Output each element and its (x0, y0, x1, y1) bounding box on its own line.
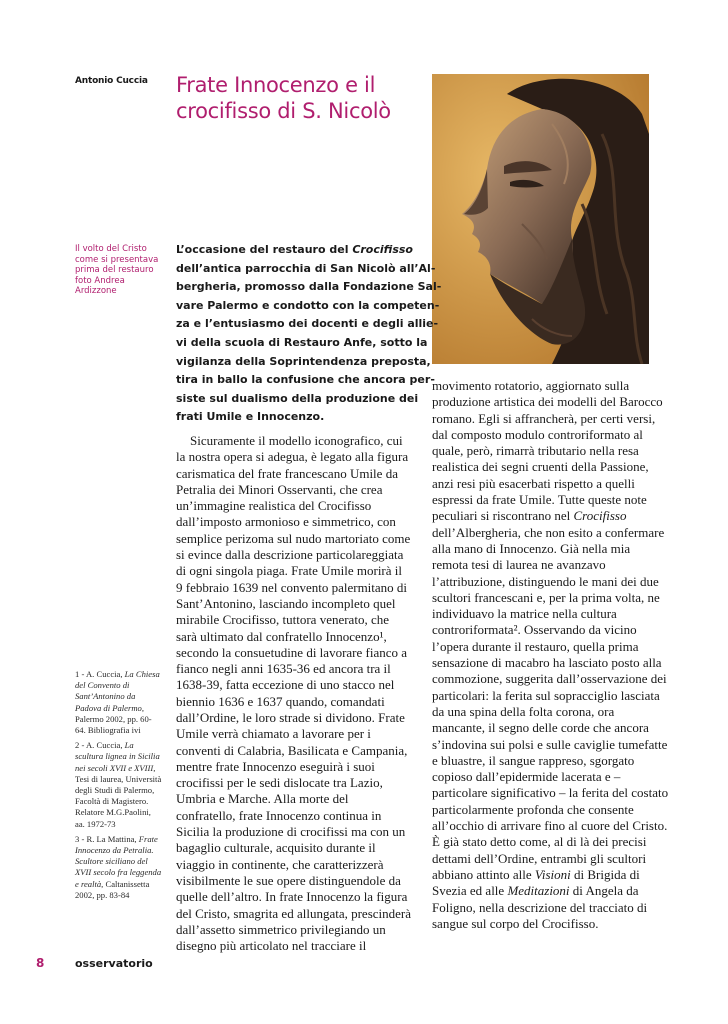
text-line: realistica dei segni cruenti della Passione, (432, 459, 649, 475)
footnote-line: Tesi di laurea, Università (75, 773, 162, 784)
text-line: dall’assetto simmetrico privilegiando un (176, 921, 386, 937)
text-line: Sant’Antonino, lasciando incompleto quel (176, 595, 396, 611)
crucifix-face-photo (432, 74, 649, 364)
text-line: secondo la consuetudine di lavorare fianco a (176, 644, 408, 660)
text-line: Sicilia la produzione di crocifissi ma con un (176, 824, 406, 840)
footnote-line: Scultore siciliano del (75, 856, 148, 867)
text-line: Svezia ed alle Meditazioni di Angela da (432, 883, 639, 899)
caption-line: prima del restauro (75, 265, 154, 275)
lead-line: L’occasione del restauro del Crocifisso (176, 243, 413, 256)
footnote-line: scultura lignea in Sicilia (75, 751, 160, 762)
text-line: semplice perizoma sul nudo martoriato come (176, 530, 411, 546)
footnote-line: 1 - A. Cuccia, La Chiesa (75, 669, 160, 679)
photo-caption (75, 244, 167, 297)
footnote-line: Relatore M.G.Paolini, (75, 807, 151, 818)
text-line: scultori francescani e, per la prima volta, ne (432, 589, 660, 605)
footnote-line: del Convento di (75, 680, 130, 691)
footnote-line: Sant’Antonino da (75, 691, 136, 702)
caption-line: Ardizzone (75, 286, 117, 296)
footnote-line: Facoltà di Magistero. (75, 796, 149, 807)
text-line: mentre frate Innocenzo eseguirà i suoi (176, 758, 375, 774)
footnote-line: 64. Bibliografia ivi (75, 725, 141, 736)
text-line: del Cristo, smagrita ed allungata, prescinderà (176, 905, 412, 921)
footnote-line: Padova di Palermo, (75, 702, 144, 713)
page-number: 8 (36, 956, 45, 970)
text-line: 1638-39, fatta eccezione di uno stacco nel (176, 677, 395, 693)
text-line: s’indovina sui polsi e sulle caviglie tumefatte (432, 736, 668, 752)
text-line: visibilmente le sue opere distinguendole da (176, 872, 401, 888)
footnote-line: aa. 1972-73 (75, 818, 116, 829)
text-line: di ogni singola piaga. Frate Umile morirà il (176, 563, 403, 579)
lead-paragraph (176, 241, 442, 427)
text-line: crocifissi per le sedi dislocate tra Lazio, (176, 775, 383, 791)
text-line: remota tesi di laurea ne avanzavo (432, 557, 606, 573)
text-line: sarà ultimato dal confratello Innocenzo¹, (176, 628, 387, 644)
article-title (176, 72, 421, 124)
lead-line: vigilanza della Soprintendenza preposta, (176, 354, 431, 368)
text-line: movimento rotatorio, aggiornato sulla (432, 378, 630, 393)
text-line: particolare significativo – la ferita del costato (432, 785, 669, 801)
text-line: la nostra opera si adegua, è legato alla figura (176, 449, 409, 465)
footnote-line: 2002, pp. 83-84 (75, 889, 130, 900)
lead-line: frati Umile e Innocenzo. (176, 410, 325, 424)
sculpted-face-icon (432, 74, 649, 364)
text-line: abbiano attinto alle Visioni di Brigida di (432, 866, 640, 882)
text-line: È già stato detto come, al di là dei precisi (432, 834, 647, 850)
lead-line: tira in ballo la confusione che ancora per- (176, 373, 435, 387)
text-line: un’immagine realistica del Crocifisso (176, 498, 372, 514)
text-line: dal composto modulo controriformato al (432, 426, 643, 442)
text-line: biennio 1636 e 1637 quando, comandati (176, 693, 385, 709)
text-line: 9 febbraio 1639 nel convento palermitano di (176, 579, 408, 595)
footnotes (75, 669, 170, 905)
text-line: mancante, il segno delle corde che ancora (432, 720, 649, 736)
lead-line: za e l’entusiasmo dei docenti e degli allie- (176, 317, 439, 331)
text-line: confratello, frate Innocenzo continua in (176, 807, 382, 823)
journal-name: osservatorio (75, 957, 153, 970)
footnote (75, 834, 170, 901)
caption-line: come si presentava (75, 254, 159, 265)
body-column-2 (432, 378, 669, 932)
text-line: fianco negli anni 1635-36 ed ancora tra il (176, 661, 391, 677)
caption-line: Il volto del Cristo (75, 244, 147, 254)
text-line: viaggio in continente, che caratterizzerà (176, 856, 384, 872)
text-line: all’occhio di arrivare fino al cuore del Cristo. (432, 818, 668, 834)
text-line: alla mano di Innocenzo. Già nella mia (432, 540, 631, 556)
text-line: particolarmente profonda che consente (432, 801, 634, 817)
footnote-line: Palermo 2002, pp. 60- (75, 713, 152, 724)
text-line: Foligno, nella descrizione del tracciato di (432, 899, 648, 915)
text-line: produzione artistica dei modelli del Barocco (432, 394, 663, 410)
text-line: Sicuramente il modello iconografico, cui (190, 432, 403, 448)
footnote (75, 740, 170, 830)
text-line: bagaglio culturale, acquisito durante il (176, 840, 376, 856)
text-line: Petralia dei Minori Osservanti, che crea (176, 481, 383, 497)
text-line: romano. Egli si affrancherà, per certi versi, (432, 410, 656, 426)
footnote-line: degli Studi di Palermo, (75, 785, 155, 796)
text-line: dall’Ordine, le loro strade si dividono. Frate (176, 709, 405, 725)
footnote-line: Innocenzo da Petralia. (75, 845, 154, 856)
title-line: Frate Innocenzo e il (176, 73, 376, 97)
title-line: crocifisso di S. Nicolò (176, 99, 391, 123)
text-line: espressi da frate Umile. Tutte queste note (432, 492, 647, 508)
text-line: quelle dell’altro. In frate Innocenzo la figura (176, 889, 408, 905)
text-line: conventi di Calabria, Basilicata e Campania, (176, 742, 408, 758)
text-line: mirabile Crocifisso, tuttora venerato, che (176, 612, 389, 628)
author-name: Antonio Cuccia (75, 76, 148, 86)
text-line: e bluastre, il sangue rappreso, sgorgato (432, 752, 635, 768)
text-line: commozione, suggerita dall’osservazione dei (432, 671, 667, 687)
text-line: Umile verrà chiamato a lavorare per i (176, 726, 371, 742)
text-line: particolari: la ferita sul sopracciglio lasciata (432, 687, 660, 703)
lead-line: vare Palermo e condotto con la competen- (176, 298, 440, 312)
lead-line: dell’antica parrocchia di San Nicolò all’Al- (176, 261, 436, 275)
lead-line: bergheria, promosso dalla Fondazione Sal- (176, 280, 442, 294)
caption-line: foto Andrea (75, 275, 125, 286)
footnote-line: nei secoli XVII e XVIII, (75, 762, 156, 773)
text-line: Umbria e Marche. Alla morte del (176, 791, 349, 807)
text-line: l’opera durante il restauro, quella prima (432, 638, 639, 654)
text-line: sangue sul corpo del Crocifisso. (432, 915, 599, 931)
text-line: si evince dalla descrizione particolareggiata (176, 547, 404, 563)
footnote-line: 3 - R. La Mattina, Frate (75, 833, 158, 844)
body-column-1 (176, 433, 414, 955)
text-line: quale, però, rimarrà tributario nella resa (432, 443, 639, 459)
text-line: controriformata². Osservando da vicino (432, 622, 637, 638)
text-line: peculiari si riscontrano nel Crocifisso (432, 508, 627, 524)
lead-line: vi della scuola di Restauro Anfe, sotto la (176, 335, 428, 349)
text-line: dettami dell’Ordine, entrambi gli scultori (432, 850, 647, 866)
text-line: individuavo la matrice nella cultura (432, 606, 617, 622)
footnote-line: e realtà, Caltanissetta (75, 878, 150, 889)
text-line: dell’Albergheria, che non esito a confermare (432, 524, 665, 540)
text-line: anzi resi più esacerbati rispetto a quelli (432, 475, 635, 491)
text-line: copioso dall’epidermide lacerata e – (432, 769, 621, 785)
text-line: da una spina della folta corona, ora (432, 703, 615, 719)
text-line: dall’imposto armonioso e simmetrico, con (176, 514, 396, 530)
footnote-line: XVII secolo fra leggenda (75, 867, 162, 878)
text-line: carismatica del frate francescano Umile da (176, 465, 398, 481)
lead-line: siste sul dualismo della produzione dei (176, 391, 419, 405)
text-line: l’attribuzione, distinguendo le mani dei due (432, 573, 659, 589)
text-line: sensazione di macabro ha lasciato posto alla (432, 655, 662, 671)
footnote (75, 669, 170, 736)
text-line: disegno più articolato nel tracciare il (176, 938, 367, 954)
footnote-line: 2 - A. Cuccia, La (75, 740, 134, 751)
